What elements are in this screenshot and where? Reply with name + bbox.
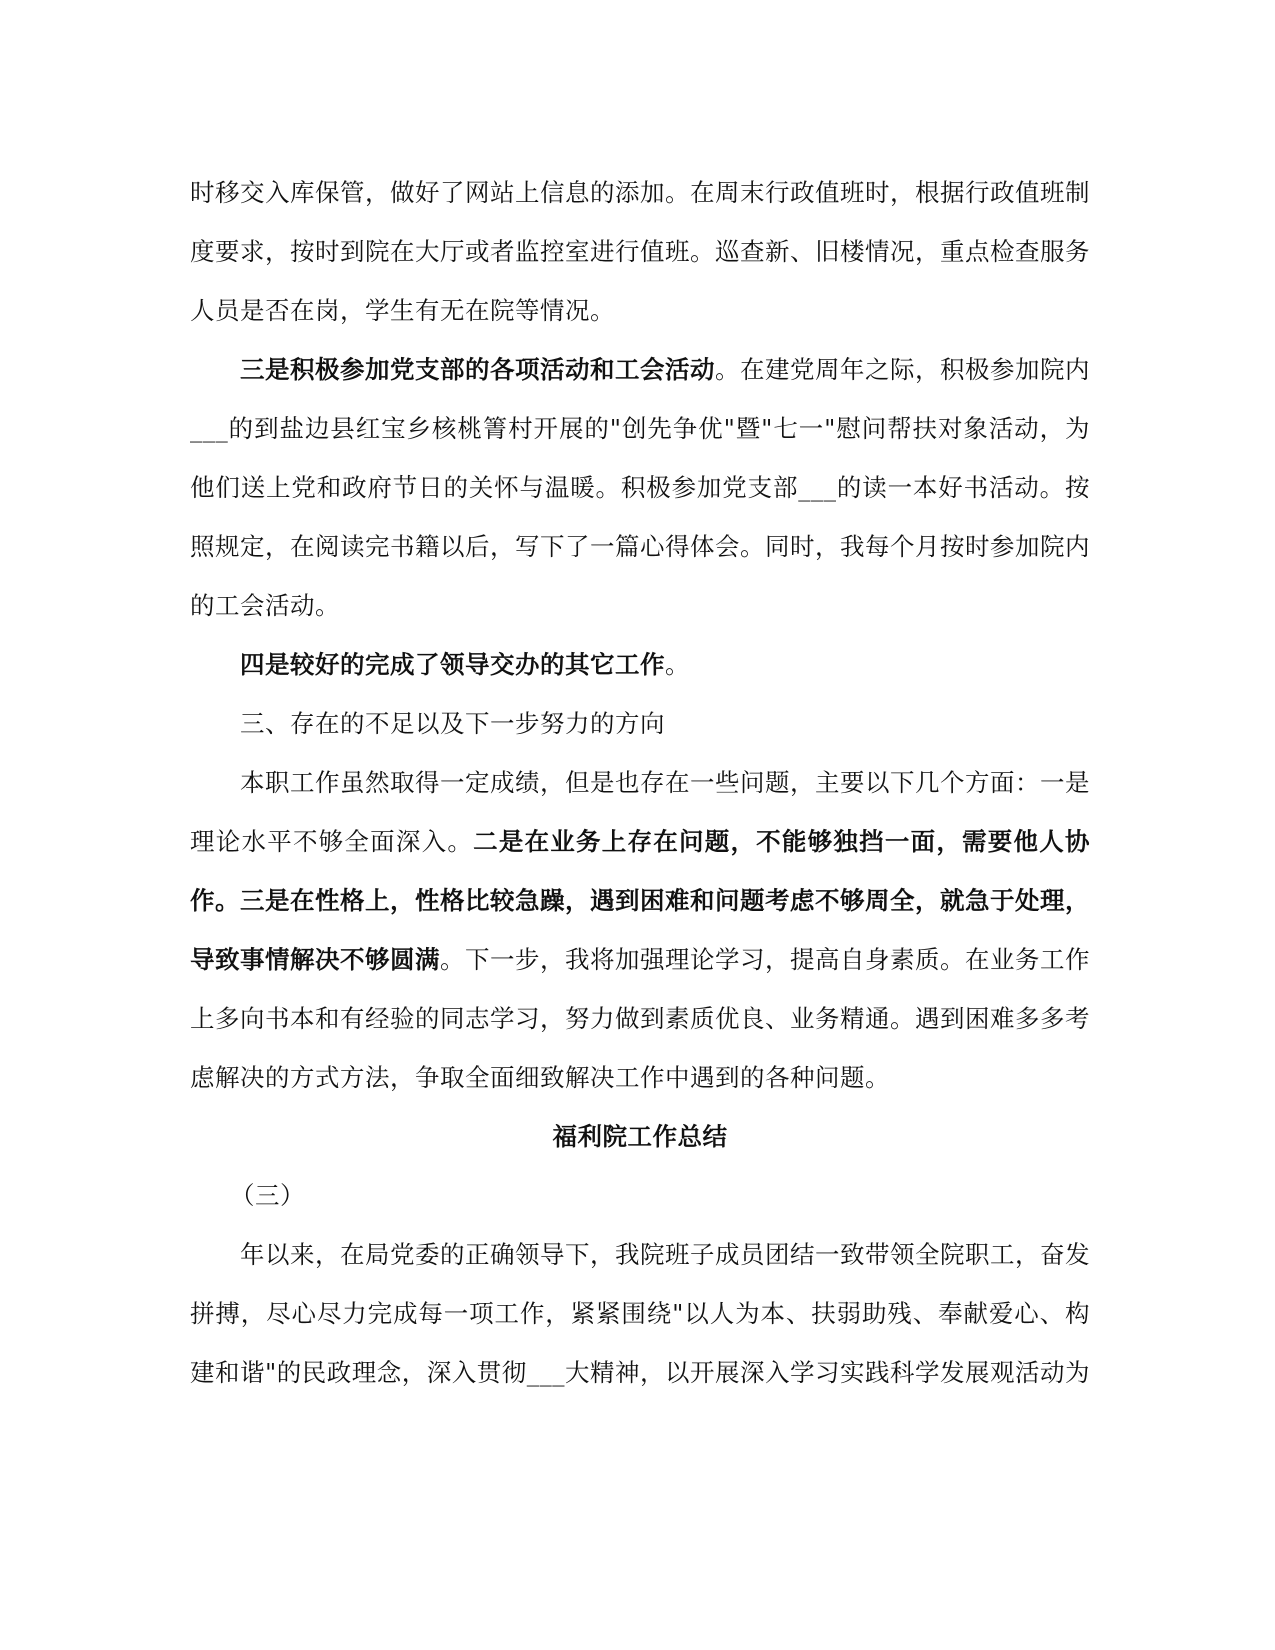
paragraph-5-part-a: 本职工作虽然取得一定成绩，但是也存在一些问题，主要以下几个方面：一是理论水平不够全面深入。	[190, 768, 1090, 856]
document-page	[190, 163, 1090, 1402]
paragraph-5	[190, 753, 1090, 1107]
paragraph-2-body: 。在建党周年之际，积极参加院内___的到盐边县红宝乡核桃箐村开展的"创先争优"暨"七一"慰问帮扶对象活动，为他们送上党和政府节日的关怀与温暖。积极参加党支部___的读一本好书活动。按照规定，在阅读完书籍以后，写下了一篇心得体会。同时，我每个月按时参加院内的工会活动。	[190, 355, 1090, 620]
paragraph-3-body: 。	[665, 650, 690, 679]
paragraph-1: 时移交入库保管，做好了网站上信息的添加。在周末行政值班时，根据行政值班制度要求，按时到院在大厅或者监控室进行值班。巡查新、旧楼情况，重点检查服务人员是否在岗，学生有无在院等情况。	[190, 178, 1090, 325]
paragraph-2	[190, 340, 1090, 635]
paragraph-5-part-c: 。下一步，我将加强理论学习，提高自身素质。在业务工作上多向书本和有经验的同志学习，努力做到素质优良、业务精通。遇到困难多多考虑解决的方式方法，争取全面细致解决工作中遇到的各种问题。	[190, 945, 1090, 1092]
section-heading: 三、存在的不足以及下一步努力的方向	[240, 709, 665, 738]
paragraph-5-part-b: 二是在业务上存在问题，不能够独挡一面，需要他人协作。三是在性格上，性格比较急躁，遇到困难和问题考虑不够周全，就急于处理，导致事情解决不够圆满	[190, 827, 1091, 974]
paragraph-3-heading: 四是较好的完成了领导交办的其它工作	[240, 650, 665, 679]
paragraph-3	[190, 635, 1090, 694]
document-subtitle: （三）	[230, 1181, 305, 1210]
document-title: 福利院工作总结	[552, 1122, 728, 1151]
paragraph-6: 年以来，在局党委的正确领导下，我院班子成员团结一致带领全院职工，奋发拼搏，尽心尽力完成每一项工作，紧紧围绕"以人为本、扶弱助残、奉献爱心、构建和谐"的民政理念，深入贯彻___大精神，以开展深入学习实践科学发展观活动为	[190, 1240, 1091, 1387]
paragraph-2-heading: 三是积极参加党支部的各项活动和工会活动	[240, 355, 715, 384]
